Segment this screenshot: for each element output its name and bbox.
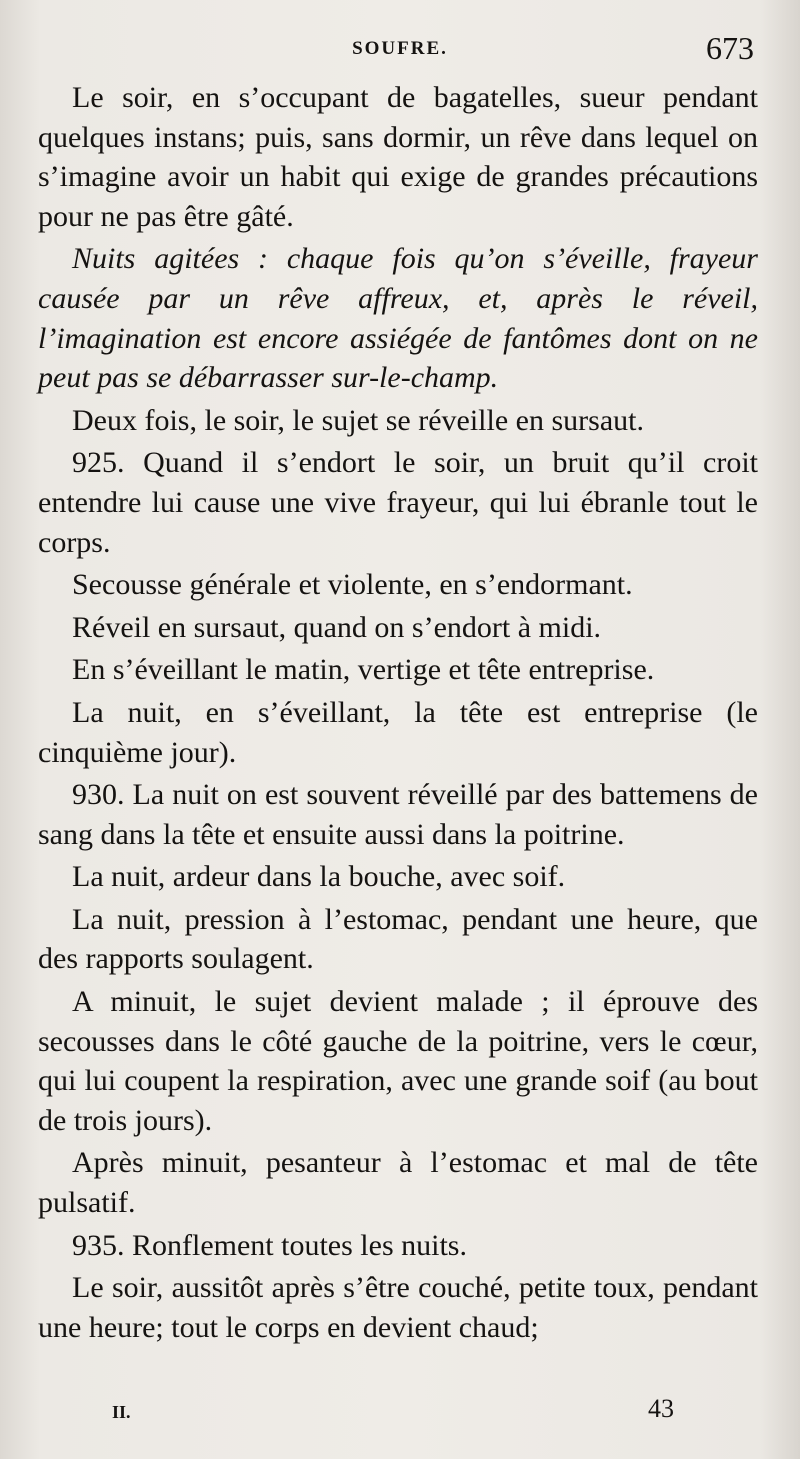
paragraph: La nuit, ardeur dans la bouche, avec soif. xyxy=(72,860,566,894)
paragraph: 935. Ronflement toutes les nuits. xyxy=(72,1228,467,1262)
paragraph: 925. Quand il s’endort le soir, un bruit qu’il croit entendre lui cause une vive frayeur, qui lui ébranle tout le corps. xyxy=(38,446,758,559)
page-number: 673 xyxy=(706,30,754,66)
paragraph: A minuit, le sujet devient malade ; il éprouve des secousses dans le côté gauche de la poitrine, vers le cœur, qui lui coupent la respiration, avec une grande soif (au bout de trois jours). xyxy=(38,985,758,1137)
paragraph: La nuit, pression à l’estomac, pendant une heure, que des rapports soulagent. xyxy=(38,902,758,976)
page-footer xyxy=(0,1392,800,1432)
running-head: SOUFRE. xyxy=(352,38,448,59)
paragraph: La nuit, en s’éveillant, la tête est entreprise (le cinquième jour). xyxy=(38,695,758,769)
paragraph-italic: Nuits agitées : chaque fois qu’on s’éveille, frayeur causée par un rêve affreux, et, après le réveil, l’imagination est encore assiégée de fantômes dont on ne peut pas se débarrasser sur-le-champ. xyxy=(38,242,758,395)
paragraph: Réveil en sursaut, quand on s’endort à midi. xyxy=(72,610,602,644)
paragraph: Le soir, aussitôt après s’être couché, petite toux, pendant une heure; tout le corps en devient chaud; xyxy=(38,1271,758,1344)
paragraph: Secousse générale et violente, en s’endormant. xyxy=(72,568,633,602)
page-header xyxy=(0,30,800,80)
paragraph: Deux fois, le soir, le sujet se réveille en sursaut. xyxy=(72,403,644,437)
page-body xyxy=(38,78,758,1350)
paragraph: Le soir, en s’occupant de bagatelles, sueur pendant quelques instans; puis, sans dormir, un rêve dans lequel on s’imagine avoir un habit qui exige de grandes précautions pour ne pas être gâté. xyxy=(38,81,758,233)
paragraph: 930. La nuit on est souvent réveillé par des battemens de sang dans la tête et ensuite aussi dans la poitrine. xyxy=(38,778,758,851)
folio-number: 43 xyxy=(648,1394,674,1423)
signature-mark: II. xyxy=(112,1402,131,1422)
paragraph: En s’éveillant le matin, vertige et tête entreprise. xyxy=(72,653,655,687)
paragraph: Après minuit, pesanteur à l’estomac et mal de tête pulsatif. xyxy=(38,1146,758,1220)
